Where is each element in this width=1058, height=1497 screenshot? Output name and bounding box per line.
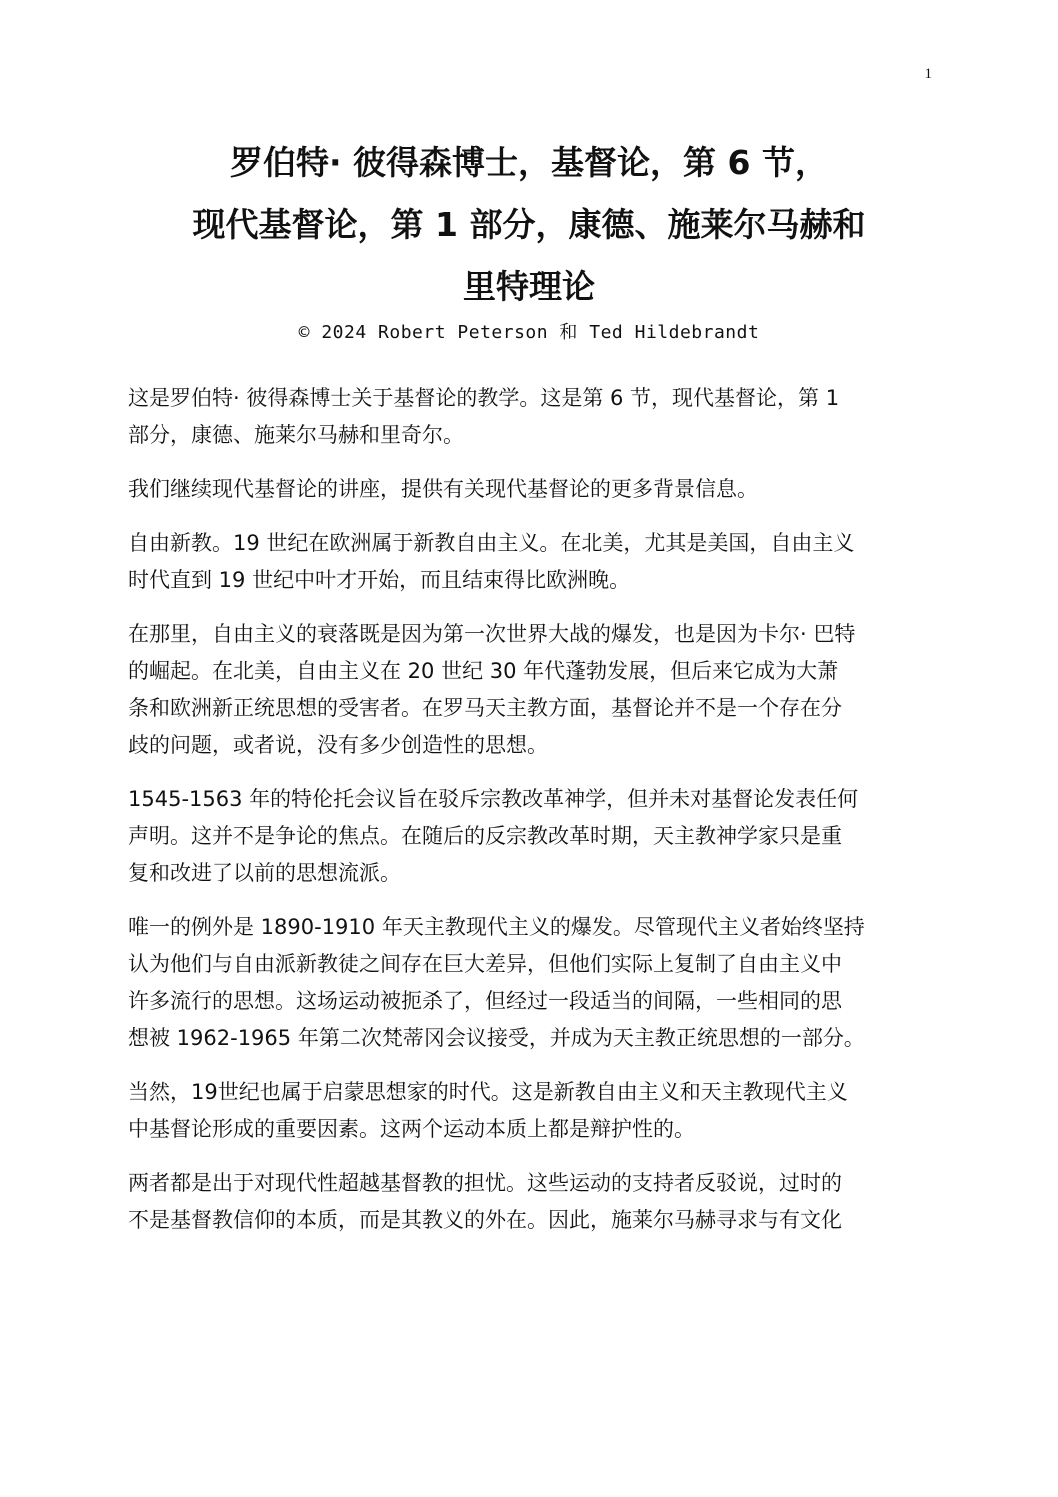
document-body [128, 380, 928, 1256]
paragraph [128, 616, 928, 764]
text-line: 不是基督教信仰的本质，而是其教义的外在。因此，施莱尔马赫寻求与有文化 [128, 1208, 842, 1232]
paragraph [128, 781, 928, 892]
text-line: 认为他们与自由派新教徒之间存在巨大差异，但他们实际上复制了自由主义中 [128, 952, 842, 976]
paragraph [128, 525, 928, 599]
text-line: 歧的问题，或者说，没有多少创造性的思想。 [128, 733, 548, 757]
text-line: 条和欧洲新正统思想的受害者。在罗马天主教方面，基督论并不是一个存在分 [128, 696, 842, 720]
document-header [100, 132, 958, 346]
text-line: 两者都是出于对现代性超越基督教的担忧。这些运动的支持者反驳说，过时的 [128, 1171, 842, 1195]
paragraph [128, 909, 928, 1057]
page-number: 1 [924, 66, 932, 82]
paragraph [128, 380, 928, 454]
copyright-notice: © 2024 Robert Peterson 和 Ted Hildebrandt [298, 322, 760, 343]
paragraph [128, 1165, 928, 1239]
text-line: 中基督论形成的重要因素。这两个运动本质上都是辩护性的。 [128, 1117, 695, 1141]
text-line: 这是罗伯特· 彼得森博士关于基督论的教学。这是第 6 节，现代基督论，第 1 [128, 386, 840, 410]
title-line: 里特理论 [463, 267, 595, 306]
text-line: 我们继续现代基督论的讲座，提供有关现代基督论的更多背景信息。 [128, 477, 758, 501]
text-line: 自由新教。19 世纪在欧洲属于新教自由主义。在北美，尤其是美国，自由主义 [128, 531, 855, 555]
title-line: 现代基督论，第 1 部分，康德、施莱尔马赫和 [192, 205, 866, 244]
text-line: 的崛起。在北美，自由主义在 20 世纪 30 年代蓬勃发展，但后来它成为大萧 [128, 659, 839, 683]
text-line: 想被 1962-1965 年第二次梵蒂冈会议接受，并成为天主教正统思想的一部分。 [128, 1026, 865, 1050]
title-line: 罗伯特· 彼得森博士，基督论，第 6 节， [230, 143, 828, 182]
text-line: 部分，康德、施莱尔马赫和里奇尔。 [128, 423, 464, 447]
text-line: 当然，19世纪也属于启蒙思想家的时代。这是新教自由主义和天主教现代主义 [128, 1080, 848, 1104]
paragraph [128, 1074, 928, 1148]
text-line: 时代直到 19 世纪中叶才开始，而且结束得比欧洲晚。 [128, 568, 631, 592]
text-line: 声明。这并不是争论的焦点。在随后的反宗教改革时期，天主教神学家只是重 [128, 824, 842, 848]
text-line: 在那里，自由主义的衰落既是因为第一次世界大战的爆发，也是因为卡尔· 巴特 [128, 622, 856, 646]
text-line: 1545-1563 年的特伦托会议旨在驳斥宗教改革神学，但并未对基督论发表任何 [128, 787, 859, 811]
paragraph [128, 471, 928, 508]
text-line: 许多流行的思想。这场运动被扼杀了，但经过一段适当的间隔，一些相同的思 [128, 989, 842, 1013]
text-line: 唯一的例外是 1890-1910 年天主教现代主义的爆发。尽管现代主义者始终坚持 [128, 915, 865, 939]
text-line: 复和改进了以前的思想流派。 [128, 861, 401, 885]
